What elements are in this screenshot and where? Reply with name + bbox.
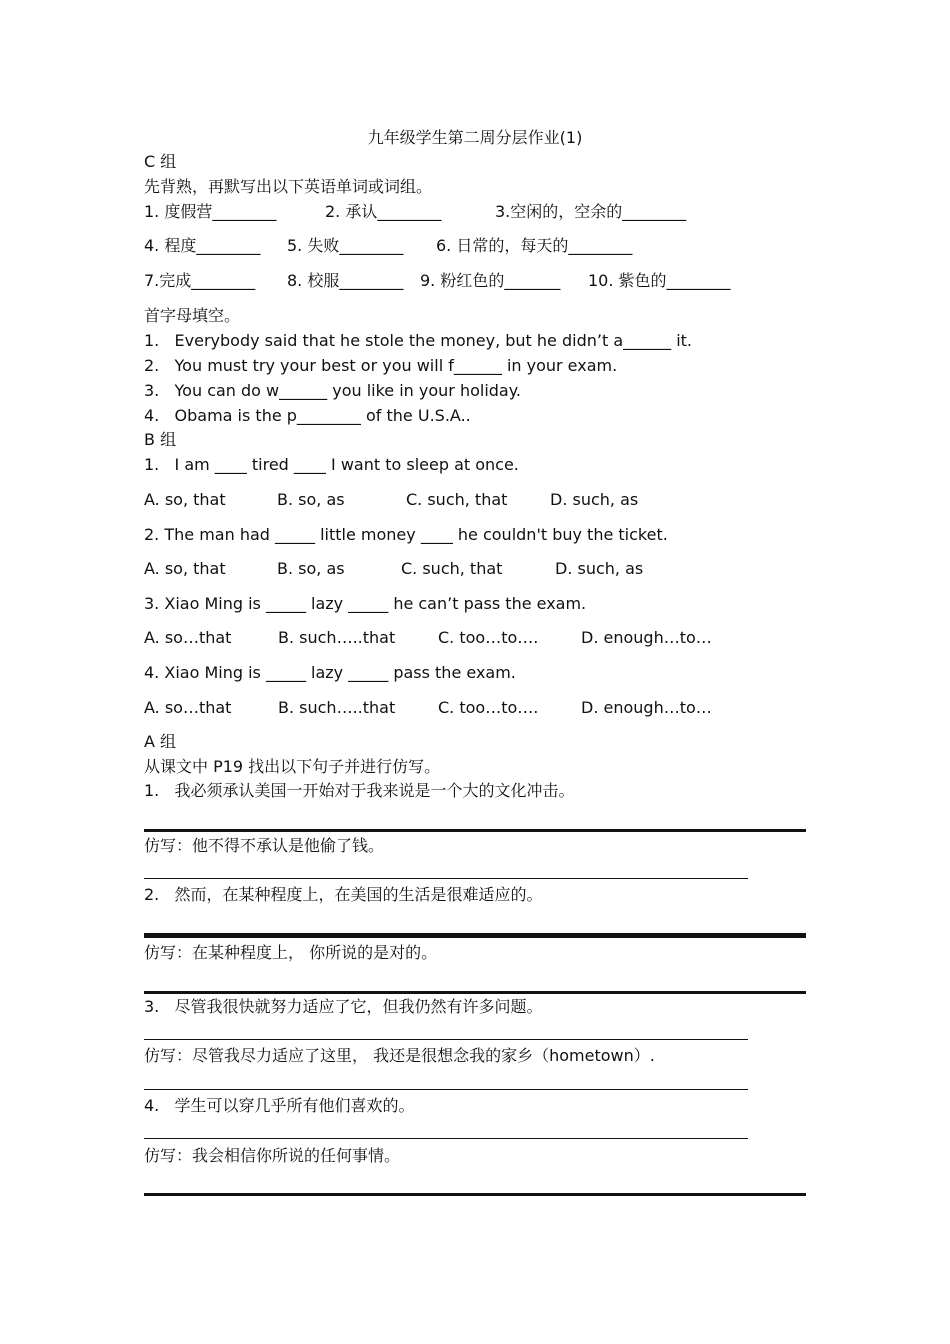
group-c-heading: C 组 xyxy=(144,152,177,171)
answer-line[interactable] xyxy=(144,1089,748,1090)
imitation-prompt: 仿写：他不得不承认是他偷了钱。 xyxy=(144,836,385,855)
vocab-item: 3.空闲的，空余的________ xyxy=(495,202,687,221)
option-c: C. such, that xyxy=(406,490,508,509)
option-d: D. enough…to… xyxy=(581,698,712,717)
answer-line[interactable] xyxy=(144,1193,806,1196)
initial-letter-item: 3. You can do w______ you like in your holiday. xyxy=(144,381,522,400)
group-b-heading: B 组 xyxy=(144,430,177,449)
initial-letter-item: 1. Everybody said that he stole the money, but he didn’t a______ it. xyxy=(144,331,693,350)
vocab-item: 1. 度假营________ xyxy=(144,202,277,221)
source-sentence: 4. 学生可以穿几乎所有他们喜欢的。 xyxy=(144,1096,415,1115)
initial-letter-item: 2. You must try your best or you will f______ in your exam. xyxy=(144,356,618,375)
option-a: A. so…that xyxy=(144,698,232,717)
option-c: C. too…to…. xyxy=(438,698,539,717)
answer-line[interactable] xyxy=(144,878,748,879)
question-stem: 2. The man had _____ little money ____ he couldn't buy the ticket. xyxy=(144,525,668,544)
answer-line[interactable] xyxy=(144,829,806,832)
group-a-instruction: 从课文中 P19 找出以下句子并进行仿写。 xyxy=(144,757,441,776)
option-a: A. so…that xyxy=(144,628,232,647)
vocab-item: 8. 校服________ xyxy=(287,271,404,290)
option-c: C. too…to…. xyxy=(438,628,539,647)
question-stem: 1. I am ____ tired ____ I want to sleep at once. xyxy=(144,455,519,474)
vocab-item: 6. 日常的，每天的________ xyxy=(436,236,633,255)
option-c: C. such, that xyxy=(401,559,503,578)
option-b: B. such…..that xyxy=(278,698,396,717)
option-a: A. so, that xyxy=(144,490,226,509)
answer-line[interactable] xyxy=(144,1039,748,1040)
vocab-item: 2. 承认________ xyxy=(325,202,442,221)
group-a-heading: A 组 xyxy=(144,732,177,751)
vocab-item: 7.完成________ xyxy=(144,271,256,290)
option-b: B. such…..that xyxy=(278,628,396,647)
source-sentence: 2. 然而，在某种程度上，在美国的生活是很难适应的。 xyxy=(144,885,543,904)
option-d: D. enough…to… xyxy=(581,628,712,647)
imitation-prompt: 仿写：我会相信你所说的任何事情。 xyxy=(144,1146,401,1165)
vocab-item: 5. 失败________ xyxy=(287,236,404,255)
initial-letter-heading: 首字母填空。 xyxy=(144,306,241,325)
group-c-instruction: 先背熟，再默写出以下英语单词或词组。 xyxy=(144,177,433,196)
answer-line[interactable] xyxy=(144,933,806,938)
option-a: A. so, that xyxy=(144,559,226,578)
imitation-prompt: 仿写：在某种程度上， 你所说的是对的。 xyxy=(144,943,438,962)
answer-line[interactable] xyxy=(144,1138,748,1139)
vocab-item: 10. 紫色的________ xyxy=(588,271,731,290)
page-title: 九年级学生第二周分层作业(1) xyxy=(367,128,583,147)
option-d: D. such, as xyxy=(550,490,639,509)
imitation-prompt: 仿写：尽管我尽力适应了这里， 我还是很想念我的家乡（hometown）. xyxy=(144,1046,655,1065)
option-b: B. so, as xyxy=(277,559,345,578)
question-stem: 4. Xiao Ming is _____ lazy _____ pass the exam. xyxy=(144,663,516,682)
question-stem: 3. Xiao Ming is _____ lazy _____ he can’t pass the exam. xyxy=(144,594,587,613)
vocab-item: 4. 程度________ xyxy=(144,236,261,255)
option-b: B. so, as xyxy=(277,490,345,509)
source-sentence: 1. 我必须承认美国一开始对于我来说是一个大的文化冲击。 xyxy=(144,781,575,800)
source-sentence: 3. 尽管我很快就努力适应了它，但我仍然有许多问题。 xyxy=(144,997,543,1016)
vocab-item: 9. 粉红色的_______ xyxy=(420,271,561,290)
initial-letter-item: 4. Obama is the p________ of the U.S.A.. xyxy=(144,406,471,425)
option-d: D. such, as xyxy=(555,559,644,578)
answer-line[interactable] xyxy=(144,991,806,994)
